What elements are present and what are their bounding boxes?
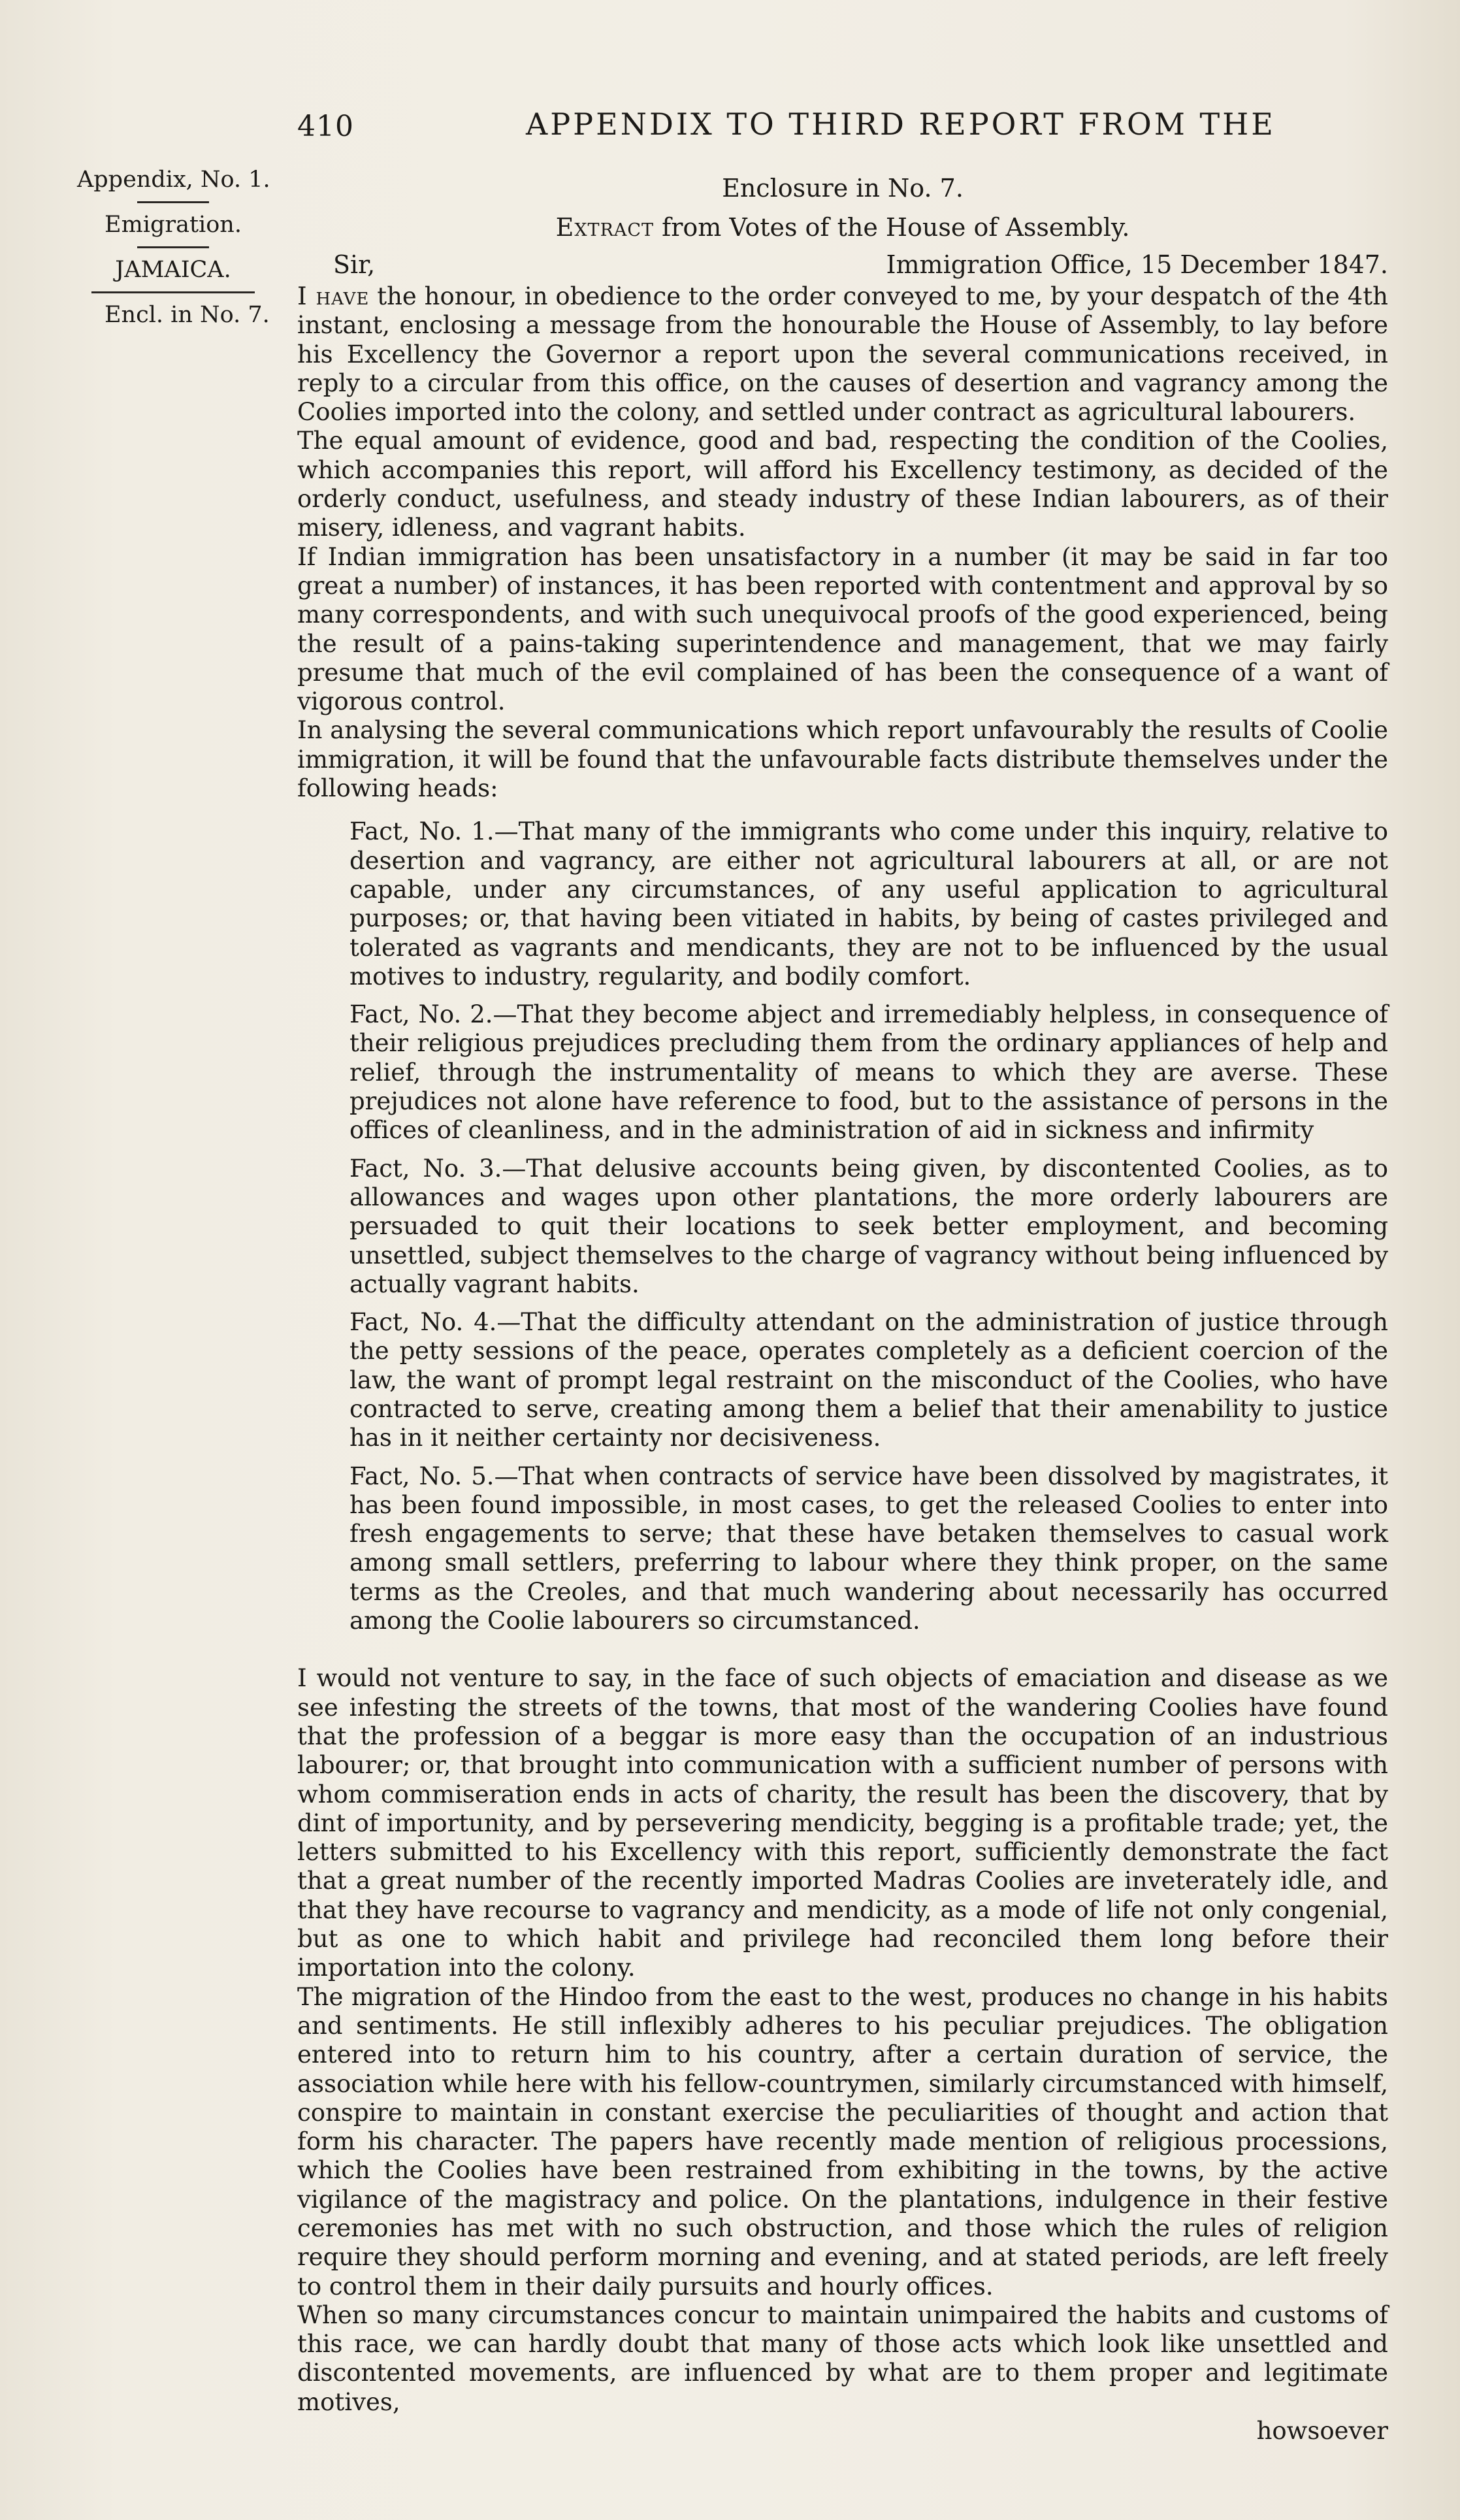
extract-rest: from Votes of the House of Assembly. [662,213,1130,242]
fact-3: Fact, No. 3.—That delusive accounts being given, by discontented Coolies, as to allowances and wages upon other plantations, the more orderly labourers are persuaded to quit their locations to seek better employment, and becoming unsettled, subject themselves to the charge of vagrancy without being influenced by actually vagrant habits. [349,1154,1388,1298]
letter-body [297,282,1388,2446]
paragraph-3: If Indian immigration has been unsatisfactory in a number (it may be said in far too great a number) of instances, it has been reported with contentment and approval by so many correspondents, and with such unequivocal proofs of the good experienced, being the result of a pains-taking superintendence and management, that we may fairly presume that much of the evil complained of has been the consequence of a want of vigorous control. [297,542,1388,716]
fact-4: Fact, No. 4.—That the difficulty attendant on the administration of justice through the petty sessions of the peace, operates completely as a deficient coercion of the law, the want of prompt legal restraint on the misconduct of the Coolies, who have contracted to serve, creating among them a belief that their amenability to justice has in it neither certainty nor decisiveness. [349,1308,1388,1452]
spacer [297,1645,1388,1664]
margin-rule [137,201,209,203]
paragraph-6: The migration of the Hindoo from the east to the west, produces no change in his habits and sentiments. He still inflexibly adheres to his peculiar prejudices. The obligation entered into to return him to his country, after a certain duration of service, the association while here with his fellow-countrymen, similarly circumstanced with himself, conspire to maintain in constant exercise the peculiarities of thought and action that form his character. The papers have recently made mention of religious processions, which the Coolies have been restrained from exhibiting in the towns, by the active vigilance of the magistracy and police. On the plantations, indulgence in their festive ceremonies has met with no such obstruction, and those which the rules of religion require they should perform morning and evening, and at stated periods, are left freely to control them in their daily pursuits and hourly offices. [297,1982,1388,2300]
paragraph-1 [297,282,1388,427]
extract-heading [297,209,1388,246]
paragraph-7: When so many circumstances concur to maintain unimpaired the habits and customs of this race, we can hardly doubt that many of those acts which look like unsettled and discontented movements, are influenced by what are to them proper and legitimate motives, [297,2300,1388,2416]
facts-list [297,817,1388,1635]
enclosure-heading: Enclosure in No. 7. [722,174,964,203]
salutation: Sir, [333,250,376,279]
margin-colony: JAMAICA. [115,257,231,283]
margin-notes [65,162,281,333]
paragraph-2: The equal amount of evidence, good and bad, respecting the condition of the Coolies, which accompanies this report, will afford his Excellency testimony, as decided of the orderly conduct, usefulness, and steady industry of these Indian labourers, as of their misery, idleness, and vagrant habits. [297,427,1388,542]
margin-enclosure: Encl. in No. 7. [105,302,270,328]
fact-1: Fact, No. 1.—That many of the immigrants who come under this inquiry, relative to desertion and vagrancy, are either not agricultural labourers at all, or are not capable, under any circumstances, of any useful application to agricultural purposes; or, that having been vitiated in habits, by being of castes privileged and tolerated as vagrants and mendicants, they are not to be influenced by the usual motives to industry, regularity, and bodily comfort. [349,817,1388,990]
salutation-line [297,247,1388,282]
dateline: Immigration Office, 15 December 1847. [886,250,1388,279]
paragraph-4: In analysing the several communications which report unfavourably the results of Coolie immigration, it will be found that the unfavourable facts distribute themselves under the following heads: [297,716,1388,803]
main-text [297,170,1388,2446]
extract-word: Extract [555,213,655,242]
opening-words: I have [297,282,370,310]
fact-2: Fact, No. 2.—That they become abject and irremediably helpless, in consequence of their religious prejudices precluding them from the ordinary appliances of help and relief, through the instrumentality of means to which they are averse. These prejudices not alone have reference to food, but to the assistance of persons in the offices of cleanliness, and in the administration of aid in sickness and infirmity [349,1000,1388,1145]
catchword: howsoever [1256,2417,1388,2446]
margin-rule [137,246,209,248]
margin-emigration: Emigration. [105,212,242,238]
paragraph-5: I would not venture to say, in the face of such objects of emaciation and disease as we see infesting the streets of the towns, that most of the wandering Coolies have found that the profession of a beggar is more easy than the occupation of an industrious labourer; or, that brought into communication with a sufficient number of persons with whom commiseration ends in acts of charity, the result has been the discovery, that by dint of importunity, and by persevering mendicity, begging is a profitable trade; yet, the letters submitted to his Excellency with this report, sufficiently demonstrate the fact that a great number of the recently imported Madras Coolies are inveterately idle, and that they have recourse to vagrancy and mendicity, as a mode of life not only congenial, but as one to which habit and privilege had reconciled them long before their importation into the colony. [297,1664,1388,1982]
margin-rule [91,291,255,293]
running-head: APPENDIX TO THIRD REPORT FROM THE [526,106,1276,142]
margin-appendix: Appendix, No. 1. [77,167,270,193]
paragraph-1-text: the honour, in obedience to the order conveyed to me, by your despatch of the 4th instant, enclosing a message from the honourable the House of Assembly, to lay before his Excellency the Governor a report upon the several communications received, in reply to a circular from this office, on the causes of desertion and vagrancy among the Coolies imported into the colony, and settled under contract as agricultural labourers. [297,282,1388,427]
fact-5: Fact, No. 5.—That when contracts of service have been dissolved by magistrates, it has been found impossible, in most cases, to get the released Coolies to enter into fresh engagements to serve; that these have betaken themselves to casual work among small settlers, preferring to labour where they think proper, on the same terms as the Creoles, and that much wandering about necessarily has occurred among the Coolie labourers so circumstanced. [349,1462,1388,1635]
page-number: 410 [297,110,354,143]
